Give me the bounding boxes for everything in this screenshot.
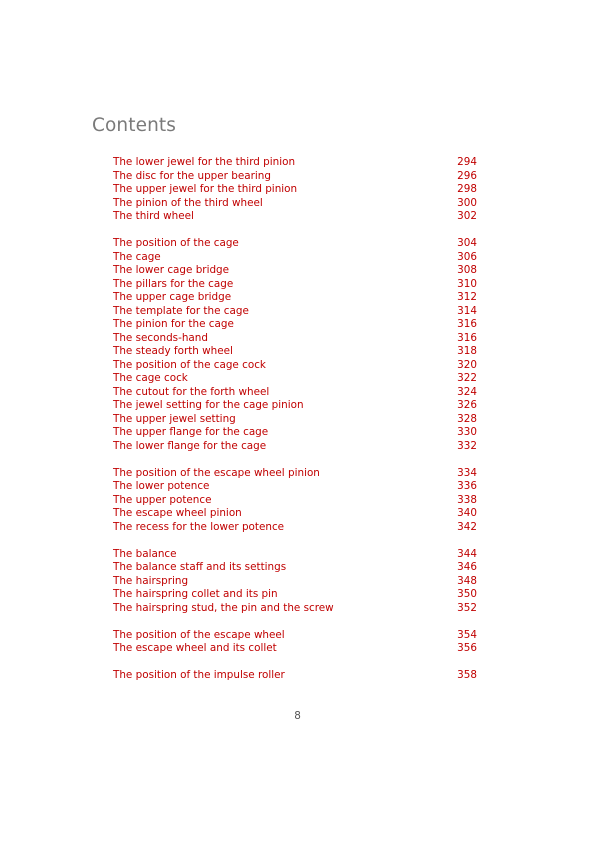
toc-entry[interactable] [113, 561, 477, 575]
toc-entry[interactable] [113, 575, 477, 589]
toc-entry[interactable] [113, 197, 477, 211]
toc-entry-page: 294 [457, 156, 477, 168]
toc-entry-title: The disc for the upper bearing [113, 169, 271, 182]
toc-entry[interactable] [113, 305, 477, 319]
toc-entry-page: 334 [457, 466, 477, 479]
toc-entry-page: 306 [457, 250, 477, 263]
toc-group [113, 548, 477, 616]
page-number: 8 [294, 710, 301, 722]
toc-entry[interactable] [113, 156, 477, 170]
toc-entry[interactable] [113, 494, 477, 508]
toc-entry-title: The pinion of the third wheel [113, 196, 263, 209]
toc-entry-title: The seconds-hand [113, 331, 208, 344]
toc-entry-title: The upper flange for the cage [113, 426, 269, 438]
toc-entry-page: 326 [457, 399, 477, 411]
toc-entry[interactable] [113, 426, 477, 440]
toc-entry-page: 320 [457, 358, 477, 371]
toc-entry-page: 346 [457, 561, 477, 573]
toc-entry-title: The cage cock [113, 372, 188, 384]
toc-entry[interactable] [113, 170, 477, 184]
toc-entry[interactable] [113, 548, 477, 562]
toc-entry[interactable] [113, 278, 477, 292]
toc-entry[interactable] [113, 332, 477, 346]
toc-entry-title: The lower flange for the cage [113, 439, 267, 452]
toc-entry-title: The upper potence [113, 493, 212, 506]
toc-entry-page: 324 [457, 385, 477, 398]
toc-entry[interactable] [113, 291, 477, 305]
toc-entry-page: 298 [457, 183, 477, 195]
toc-entry-title: The jewel setting for the cage pinion [113, 399, 304, 411]
toc-entry-title: The third wheel [113, 210, 194, 222]
toc-entry[interactable] [113, 386, 477, 400]
toc-group [113, 467, 477, 535]
toc-entry-page: 322 [457, 372, 477, 384]
toc-entry-title: The position of the escape wheel [113, 628, 285, 641]
toc-entry-page: 316 [457, 318, 477, 330]
toc-entry-title: The position of the cage cock [113, 358, 266, 371]
toc-entry[interactable] [113, 251, 477, 265]
toc-group [113, 669, 477, 683]
toc-entry-page: 354 [457, 628, 477, 641]
toc-entry[interactable] [113, 413, 477, 427]
toc-entry-title: The escape wheel pinion [113, 507, 242, 519]
toc-entry-page: 302 [457, 210, 477, 222]
toc-entry[interactable] [113, 210, 477, 224]
toc-entry-page: 300 [457, 196, 477, 209]
toc-entry-page: 330 [457, 426, 477, 438]
toc-entry[interactable] [113, 345, 477, 359]
toc-entry-title: The pinion for the cage [113, 318, 234, 330]
toc-entry-title: The upper jewel for the third pinion [113, 183, 298, 195]
toc-entry[interactable] [113, 507, 477, 521]
table-of-contents [113, 156, 477, 696]
toc-entry-title: The hairspring stud, the pin and the screw [113, 601, 334, 614]
toc-entry-title: The balance [113, 547, 177, 560]
toc-entry-page: 338 [457, 493, 477, 506]
toc-group [113, 629, 477, 656]
toc-entry-title: The upper jewel setting [113, 412, 236, 425]
toc-entry[interactable] [113, 480, 477, 494]
toc-entry-title: The upper cage bridge [113, 291, 232, 303]
toc-entry-title: The cage [113, 250, 161, 263]
toc-entry-title: The hairspring [113, 574, 189, 587]
toc-entry-page: 356 [457, 642, 477, 654]
toc-entry[interactable] [113, 372, 477, 386]
toc-entry[interactable] [113, 440, 477, 454]
toc-entry-page: 342 [457, 520, 477, 533]
toc-entry-title: The steady forth wheel [113, 345, 233, 357]
toc-entry-title: The position of the escape wheel pinion [113, 466, 320, 479]
toc-entry-page: 314 [457, 304, 477, 317]
toc-entry[interactable] [113, 629, 477, 643]
toc-entry-page: 358 [457, 669, 477, 681]
toc-entry-page: 296 [457, 169, 477, 182]
toc-entry-page: 332 [457, 439, 477, 452]
toc-entry[interactable] [113, 318, 477, 332]
toc-entry-page: 312 [457, 291, 477, 303]
toc-entry-title: The cutout for the forth wheel [113, 385, 270, 398]
toc-entry-title: The lower jewel for the third pinion [113, 156, 296, 168]
toc-entry[interactable] [113, 183, 477, 197]
toc-entry-title: The escape wheel and its collet [113, 642, 277, 654]
toc-entry-page: 340 [457, 507, 477, 519]
toc-entry-title: The hairspring collet and its pin [113, 588, 278, 600]
toc-entry-page: 310 [457, 277, 477, 290]
toc-entry-title: The lower potence [113, 480, 210, 492]
toc-entry-title: The position of the impulse roller [113, 669, 285, 681]
toc-entry[interactable] [113, 467, 477, 481]
toc-entry-title: The lower cage bridge [113, 264, 230, 276]
toc-entry[interactable] [113, 588, 477, 602]
toc-entry[interactable] [113, 399, 477, 413]
toc-entry-page: 350 [457, 588, 477, 600]
page-title: Contents [92, 115, 177, 136]
toc-entry[interactable] [113, 602, 477, 616]
toc-entry-title: The pillars for the cage [113, 277, 234, 290]
toc-group [113, 237, 477, 453]
toc-entry-page: 344 [457, 547, 477, 560]
toc-entry[interactable] [113, 642, 477, 656]
toc-group [113, 156, 477, 224]
toc-entry[interactable] [113, 264, 477, 278]
toc-entry-title: The position of the cage [113, 237, 239, 249]
toc-entry-page: 316 [457, 331, 477, 344]
toc-entry-title: The balance staff and its settings [113, 561, 287, 573]
toc-entry[interactable] [113, 521, 477, 535]
toc-entry[interactable] [113, 359, 477, 373]
toc-entry-title: The template for the cage [113, 304, 249, 317]
toc-entry-page: 318 [457, 345, 477, 357]
toc-entry-page: 348 [457, 574, 477, 587]
toc-entry[interactable] [113, 669, 477, 683]
toc-entry-page: 304 [457, 237, 477, 249]
toc-entry-page: 336 [457, 480, 477, 492]
toc-entry-page: 308 [457, 264, 477, 276]
toc-entry-page: 328 [457, 412, 477, 425]
toc-entry-page: 352 [457, 601, 477, 614]
toc-entry-title: The recess for the lower potence [113, 520, 285, 533]
toc-entry[interactable] [113, 237, 477, 251]
